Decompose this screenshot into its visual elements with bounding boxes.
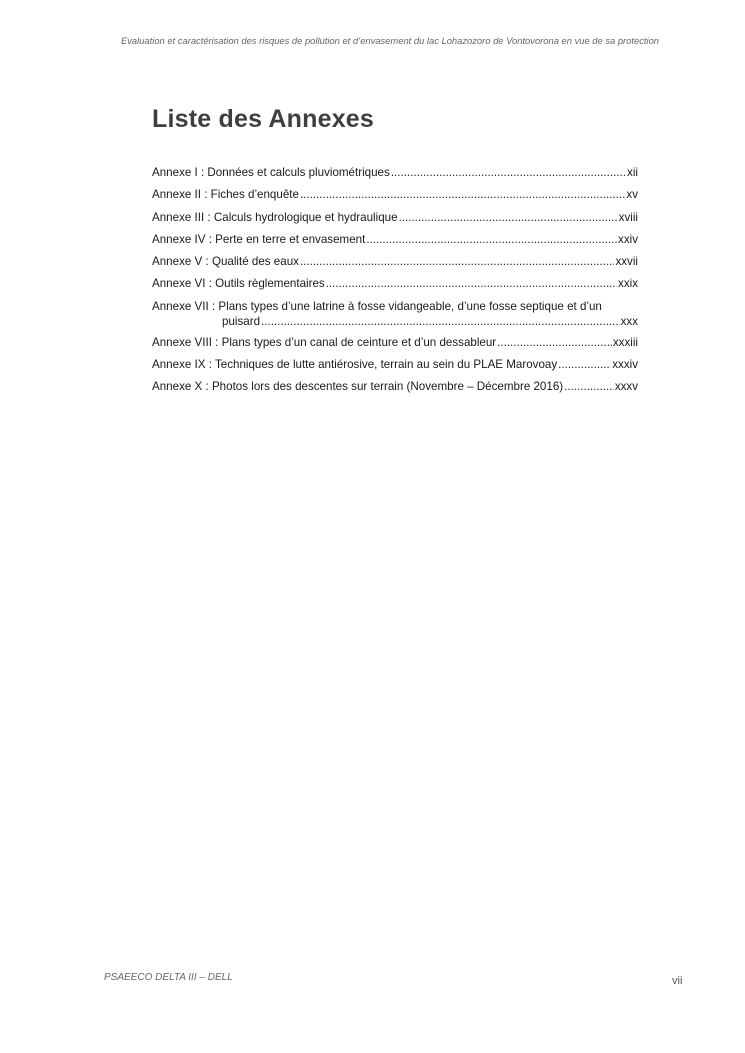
dot-leader	[261, 314, 620, 329]
toc-entry-annexe-9[interactable]	[152, 358, 638, 380]
toc-entry-label: Annexe I : Données et calculs pluviométriques	[152, 166, 390, 179]
toc-entry-label: Annexe V : Qualité des eaux	[152, 255, 299, 269]
annex-list	[152, 166, 638, 403]
toc-entry-annexe-8[interactable]	[152, 336, 638, 358]
toc-entry-page: xv	[626, 188, 638, 202]
toc-entry-label: Annexe VIII : Plans types d’un canal de ceinture et d’un dessableur	[152, 335, 497, 349]
toc-entry-label: Annexe IX : Techniques de lutte antiérosive, terrain au sein du PLAE Marovoay	[152, 358, 558, 372]
footer-organization: PSAEECO DELTA III – DELL	[104, 972, 233, 983]
toc-entry-label: Annexe X : Photos lors des descentes sur terrain (Novembre – Décembre 2016)	[152, 380, 564, 394]
toc-entry-label: Annexe II : Fiches d’enquête	[152, 188, 299, 202]
dot-leader	[399, 211, 618, 224]
toc-entry-page: xxx	[620, 314, 638, 328]
toc-entry-annexe-2[interactable]	[152, 188, 638, 210]
toc-entry-label: Annexe VII : Plans types d’une latrine à fosse vidangeable, d’une fosse septique et d’un	[152, 299, 602, 313]
dot-leader	[564, 380, 614, 393]
dot-leader	[300, 255, 615, 268]
dot-leader	[326, 277, 617, 290]
dot-leader	[391, 166, 626, 179]
toc-entry-page: xxvii	[615, 255, 638, 269]
toc-entry-annexe-4[interactable]	[152, 233, 638, 255]
dot-leader	[558, 358, 611, 371]
dot-leader	[366, 233, 617, 246]
toc-entry-annexe-10[interactable]	[152, 380, 638, 402]
toc-entry-page: xxix	[618, 277, 638, 291]
toc-entry-annexe-5[interactable]	[152, 255, 638, 277]
dot-leader	[497, 336, 612, 349]
toc-entry-page: xxiv	[618, 232, 638, 246]
dot-leader	[300, 188, 625, 201]
toc-entry-label: Annexe IV : Perte en terre et envasement	[152, 232, 366, 246]
toc-entry-page: xii	[627, 166, 638, 179]
running-header: Evaluation et caractérisation des risques de pollution et d’envasement du lac Lohazozoro de Vontovorona en vue de sa protection	[120, 35, 660, 46]
toc-entry-label: Annexe III : Calculs hydrologique et hydraulique	[152, 210, 398, 224]
toc-entry-label-continued: puisard	[222, 314, 261, 328]
toc-entry-continuation	[152, 314, 638, 329]
toc-entry-annexe-6[interactable]	[152, 277, 638, 299]
toc-entry-page: xxxiv	[612, 358, 638, 372]
footer-page-number: vii	[672, 975, 683, 987]
toc-entry-page: xxxiii	[612, 335, 638, 349]
toc-entry-label: Annexe VI : Outils règlementaires	[152, 277, 325, 291]
page-title: Liste des Annexes	[152, 105, 375, 133]
toc-entry-annexe-1[interactable]	[152, 166, 638, 188]
toc-entry-page: xxxv	[614, 380, 638, 394]
toc-entry-annexe-3[interactable]	[152, 211, 638, 233]
toc-entry-page: xviii	[618, 210, 638, 224]
toc-entry-annexe-7[interactable]	[152, 300, 638, 329]
